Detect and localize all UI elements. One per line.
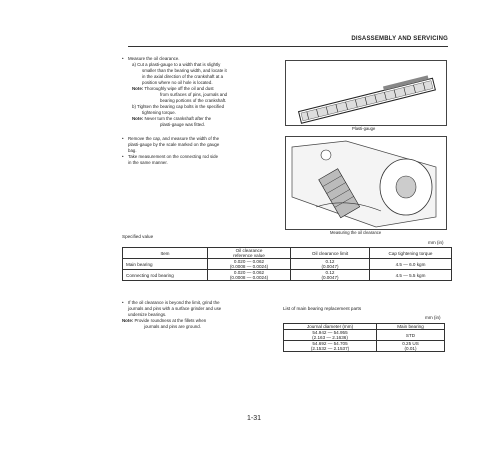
note-label: Note: [132, 86, 144, 91]
note-line: Never turn the crankshaft after the [144, 116, 212, 121]
cell-text: 54.942 — 54.955 [312, 330, 348, 335]
header-torque: Cap tightening torque [370, 248, 452, 259]
note-line: bearing portions of the crankshaft. [160, 98, 227, 103]
cell-text: (0.01) [404, 346, 417, 351]
table-row [284, 341, 445, 352]
note-line: journals and pins are ground. [144, 324, 201, 329]
parts-table [283, 323, 445, 352]
cell-text: (2.163 — 2.1636) [312, 335, 348, 340]
table-row [123, 259, 452, 270]
spec-unit: mm (in) [428, 240, 444, 245]
cell-text: 54.692 — 54.705 [312, 341, 348, 346]
spec-table [122, 247, 452, 281]
step-a [122, 62, 280, 128]
specified-value-label: Specified value [122, 234, 154, 239]
cell-text: 0.12 [325, 259, 335, 264]
grind-step [122, 300, 272, 306]
step-measure [122, 56, 280, 62]
page-number: 1-31 [247, 415, 262, 422]
measuring-caption: Measuring the oil clearance [330, 230, 382, 235]
note-label: Note: [122, 318, 134, 323]
step-b-line: tightening torque. [142, 110, 176, 115]
procedure-steps [122, 56, 280, 166]
row-journal [284, 341, 377, 352]
step-text: in the same manner. [128, 160, 168, 165]
cell-text: (0.0008 — 0.0024) [229, 275, 269, 280]
table-row [284, 330, 445, 341]
step-text: If the oil clearance is beyond the limit, grind the [128, 300, 220, 305]
header-limit: Oil clearance limit [291, 248, 370, 259]
step-a-line: a) Cut a plasti-gauge to a width that is slightly [132, 62, 221, 67]
row-reference [208, 270, 291, 281]
measuring-illustration [286, 137, 446, 229]
step-text: Take measurement on the connecting rod side [128, 154, 219, 159]
plasti-gauge-illustration [286, 61, 446, 125]
step-text: Measure the oil clearance. [128, 56, 180, 61]
measuring-figure [285, 136, 447, 230]
step-a-line: in the axial direction of the crankshaft at a [142, 74, 224, 79]
section-header [128, 36, 448, 47]
note-line: from surfaces of pins, journals and [160, 92, 228, 97]
parts-unit: mm (in) [425, 315, 441, 320]
grinding-instructions [122, 300, 272, 330]
cell-text: 0.020 — 0.062 [233, 259, 265, 264]
step-text: plasti-gauge by the scale marked on the gauge [128, 142, 220, 147]
row-reference [208, 259, 291, 270]
row-journal [284, 330, 377, 341]
row-torque: 4.5 — 5.5 kgm [370, 270, 452, 281]
cell-text: (0.0047) [321, 275, 339, 280]
row-bearing [377, 341, 445, 352]
header-text: reference value [233, 253, 265, 258]
note-line: Thoroughly wipe off the oil and dust [144, 86, 214, 91]
note-line: plasti-gauge was fitted. [160, 122, 205, 127]
table-header-row [123, 248, 452, 259]
cell-text: 0.25 US [402, 341, 419, 346]
header-text: Oil clearance [235, 248, 263, 253]
header-item: Item [123, 248, 208, 259]
header-reference [208, 248, 291, 259]
step-text: undersize bearings. [128, 312, 167, 317]
plasti-gauge-caption: Plasti-gauge [352, 126, 376, 131]
header-bearing: Main bearing [377, 324, 445, 330]
step-text: Remove the cap, and measure the width of the [128, 136, 220, 141]
note-line: Provide roundness at the fillets when [134, 318, 207, 323]
cell-text: (2.1532 — 2.1537) [310, 346, 350, 351]
row-torque: 4.5 — 6.0 kgm [370, 259, 452, 270]
step-remove-cap [122, 136, 280, 142]
header-journal: Journal diameter (mm) [284, 324, 377, 330]
step-text: journals and pins with a surface grinder and use [128, 306, 222, 311]
row-limit [291, 259, 370, 270]
row-item: Main bearing [123, 259, 208, 270]
row-item: Connecting rod bearing [123, 270, 208, 281]
step-a-line: position where no oil hole is located. [142, 80, 213, 85]
table-row [123, 270, 452, 281]
cell-text: 0.12 [325, 270, 335, 275]
step-b-line: b) Tighten the bearing cap bolts in the specified [132, 104, 225, 109]
row-bearing: STD [377, 330, 445, 341]
parts-title: List of main bearing replacement parts [283, 306, 362, 311]
step-a-line: smaller than the bearing width, and locate it [142, 68, 227, 73]
section-title: DISASSEMBLY AND SERVICING [351, 36, 448, 42]
note-label: Note: [132, 116, 144, 121]
step-text: bag. [128, 148, 137, 153]
cell-text: (0.0047) [321, 264, 339, 269]
cell-text: (0.0008 — 0.0024) [229, 264, 269, 269]
cell-text: 0.020 — 0.062 [233, 270, 265, 275]
step-connecting-rod [122, 154, 280, 160]
row-limit [291, 270, 370, 281]
plasti-gauge-figure [285, 60, 447, 126]
